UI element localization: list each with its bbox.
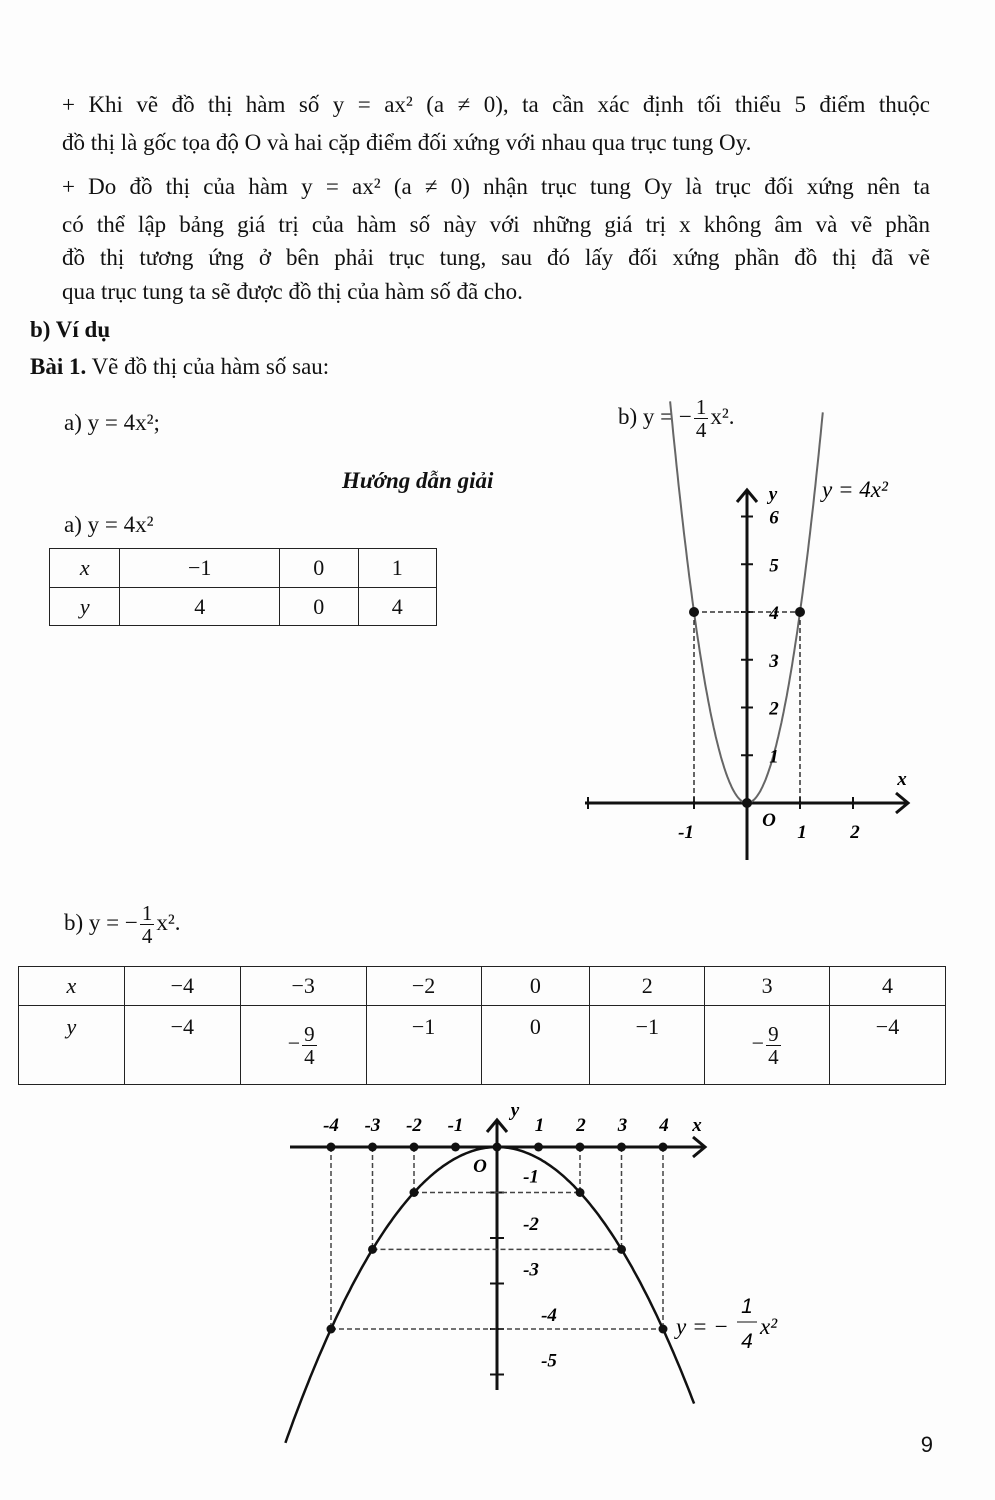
sign: −: [751, 1030, 765, 1056]
table-cell: −4: [124, 1006, 240, 1085]
curve-label-prefix: y = −: [676, 1314, 729, 1339]
table-cell: 4: [358, 588, 436, 626]
table-cell: 0: [481, 1006, 590, 1085]
x-tick-label: -1: [678, 822, 694, 843]
data-point: [410, 1188, 419, 1197]
data-point: [368, 1245, 377, 1254]
table-cell: 0: [481, 967, 590, 1006]
fraction: [140, 902, 155, 947]
x-tick-label: -4: [323, 1115, 339, 1136]
x-axis-point: [576, 1143, 585, 1152]
table-cell: −4: [830, 1006, 946, 1085]
x-axis-point: [410, 1143, 419, 1152]
table-cell: 4: [830, 967, 946, 1006]
x-tick-label: -3: [364, 1115, 381, 1136]
x-tick-label: -2: [406, 1115, 422, 1136]
table-cell: −1: [590, 1006, 705, 1085]
data-point: [659, 1325, 668, 1334]
table-cell: y: [50, 588, 120, 626]
parabola-curve: [285, 1147, 694, 1443]
table-cell: x: [19, 967, 125, 1006]
solution-b-prefix: b) y = −: [64, 909, 138, 935]
x-axis-point: [534, 1143, 543, 1152]
y-tick-label: 2: [769, 698, 779, 720]
data-point: [795, 607, 805, 617]
table-row-y: [19, 1006, 946, 1085]
sign: −: [287, 1030, 301, 1056]
x-axis-label: x: [692, 1115, 702, 1136]
curve-label-denominator: 4: [741, 1330, 753, 1353]
y-axis-label: y: [510, 1100, 520, 1121]
table-cell: 3: [705, 967, 830, 1006]
y-tick-label: -4: [541, 1305, 557, 1326]
denominator: 4: [695, 418, 707, 442]
x-axis-label: x: [897, 769, 907, 790]
intro-line: đồ thị tương ứng ở bên phải trục tung, sau đó lấy đối xứng phần đồ thị đã vẽ: [62, 245, 930, 270]
x-tick-label: 2: [576, 1115, 586, 1136]
denominator: 4: [141, 924, 153, 948]
table-cell: 0: [280, 549, 358, 588]
y-tick-label: -1: [523, 1166, 539, 1188]
intro-line: + Khi vẽ đồ thị hàm số y = ax² (a ≠ 0), ta cần xác định tối thiểu 5 điểm thuộc: [62, 92, 930, 117]
y-tick-label: -3: [523, 1259, 539, 1281]
x-tick-label: 1: [797, 822, 807, 843]
table-cell: −3: [240, 967, 366, 1006]
data-point: [327, 1325, 336, 1334]
numerator: 1: [695, 395, 707, 419]
origin-label: O: [762, 810, 776, 831]
table-cell: 4: [120, 588, 280, 626]
data-point: [493, 1143, 502, 1152]
intro-line: có thể lập bảng giá trị của hàm số này với những giá trị x không âm và vẽ phần: [62, 212, 930, 237]
intro-line: qua trục tung ta sẽ được đồ thị của hàm số đã cho.: [62, 279, 523, 304]
curve-label: y = 4x²: [822, 477, 888, 502]
table-cell: [705, 1006, 830, 1085]
y-tick-label: 3: [769, 650, 779, 672]
y-tick-label: 1: [769, 746, 779, 768]
x-axis-point: [617, 1143, 626, 1152]
x-tick-label: 4: [659, 1115, 669, 1136]
data-point: [576, 1188, 585, 1197]
solution-b-suffix: x².: [156, 909, 181, 935]
denominator: 4: [768, 1044, 779, 1069]
table-cell: 0: [280, 588, 358, 626]
intro-line: + Do đồ thị của hàm y = ax² (a ≠ 0) nhận trục tung Oy là trục đối xứng nên ta: [62, 174, 930, 199]
part-a: a) y = 4x²;: [64, 410, 160, 435]
x-axis-point: [327, 1143, 336, 1152]
data-point: [742, 798, 752, 808]
table-cell: −1: [366, 1006, 481, 1085]
x-tick-label: 1: [534, 1115, 545, 1136]
table-row-x: [19, 967, 946, 1006]
table-cell: [240, 1006, 366, 1085]
table-cell: x: [50, 549, 120, 588]
table-cell: 1: [358, 549, 436, 588]
table-cell: −1: [120, 549, 280, 588]
table-cell: 2: [590, 967, 705, 1006]
numerator: 1: [141, 901, 153, 925]
section-heading: b) Ví dụ: [30, 317, 111, 342]
y-tick-label: 6: [769, 507, 779, 529]
denominator: 4: [304, 1044, 315, 1069]
y-tick-label: 4: [769, 603, 779, 624]
numerator: 9: [304, 1021, 315, 1046]
value-table-b: [18, 966, 946, 1085]
x-tick-label: -1: [447, 1115, 464, 1136]
y-tick-label: -2: [523, 1214, 539, 1235]
x-tick-label: 2: [850, 822, 860, 843]
fraction: [766, 1023, 781, 1068]
x-tick-label: 3: [617, 1115, 628, 1136]
curve-label-suffix: x²: [760, 1314, 778, 1339]
solution-a: a) y = 4x²: [64, 512, 154, 537]
exercise-text: Vẽ đồ thị của hàm số sau:: [86, 354, 330, 379]
x-axis-point: [368, 1143, 377, 1152]
x-axis-point: [451, 1143, 460, 1152]
solution-b: [64, 902, 181, 947]
intro-line: đồ thị là gốc tọa độ O và hai cặp điểm đối xứng với nhau qua trục tung Oy.: [62, 130, 752, 155]
y-axis-label: y: [768, 484, 778, 505]
table-cell: y: [19, 1006, 125, 1085]
part-b-suffix: x².: [710, 403, 735, 429]
x-axis-point: [659, 1143, 668, 1152]
part-b-prefix: b) y = −: [618, 403, 692, 429]
exercise-label: Bài 1.: [30, 354, 87, 379]
origin-label: O: [473, 1156, 487, 1177]
data-point: [617, 1245, 626, 1254]
y-tick-label: -5: [541, 1350, 557, 1372]
solution-title: Hướng dẫn giải: [342, 468, 494, 493]
numerator: 9: [768, 1021, 779, 1046]
page-number: 9: [920, 1432, 933, 1457]
fraction: [302, 1023, 317, 1068]
table-cell: −2: [366, 967, 481, 1006]
y-tick-label: 5: [769, 555, 779, 577]
data-point: [689, 607, 699, 617]
curve-label-numerator: 1: [741, 1295, 753, 1318]
table-cell: −4: [124, 967, 240, 1006]
